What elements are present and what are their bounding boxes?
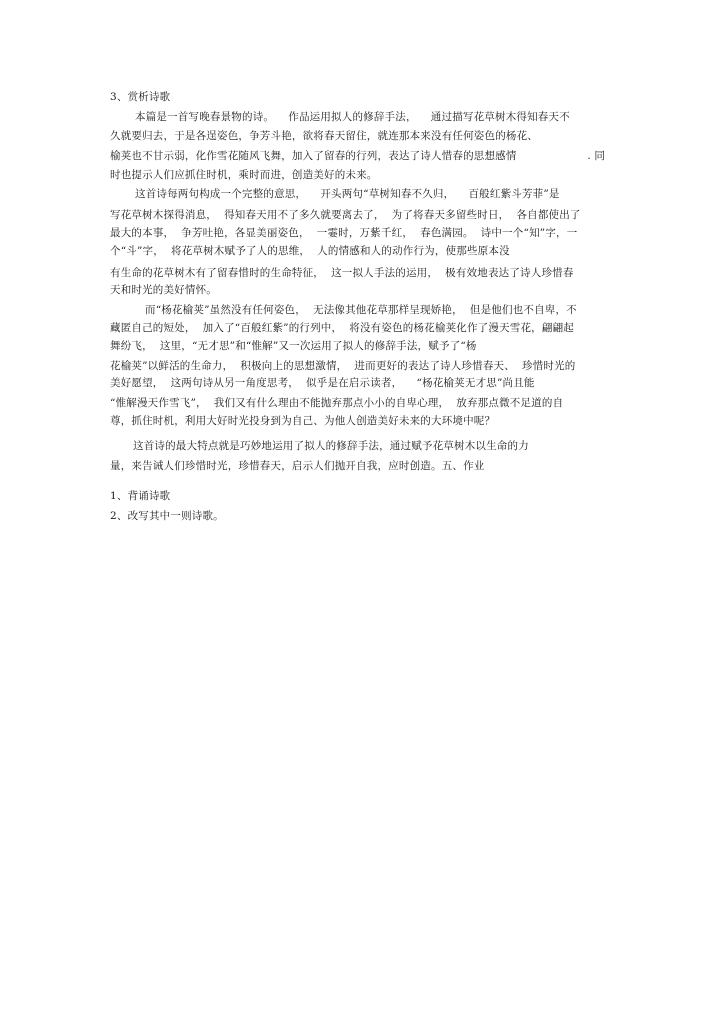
paragraph-line: 而“杨花榆荚”虽然没有任何姿色， 无法像其他花草那样呈现娇艳， 但是他们也不自卑，不 <box>145 304 577 316</box>
paragraph-line: 最大的本事， 争芳吐艳，各显美丽姿色， 一霎时，万紫千红， 春色满园。 诗中一个“知”字，一 <box>110 227 578 239</box>
paragraph-line: 这首诗每两句构成一个完整的意思， 开头两句“草树知春不久归， 百般红紫斗芳菲”是 <box>135 188 560 200</box>
paragraph-line: “惟解漫天作雪飞”， 我们又有什么理由不能抛弃那点小小的自卑心理， 放弃那点微不足道的自 <box>110 397 564 409</box>
paragraph-line: 榆荚也不甘示弱，化作雪花随风飞舞，加入了留春的行列，表达了诗人惜春的思想感情 . 同 <box>110 150 606 162</box>
paragraph-line: 舞纷飞， 这里，“无才思”和“惟解”又一次运用了拟人的修辞手法，赋予了“杨 <box>110 340 477 352</box>
paragraph-line: 本篇是一首写晚春景物的诗。 作品运用拟人的修辞手法， 通过描写花草树木得知春天不 <box>135 111 570 123</box>
paragraph-line: 花榆荚”以鲜活的生命力， 积极向上的思想激情， 进而更好的表达了诗人珍惜春天、 珍惜时光的 <box>110 360 576 372</box>
paragraph-line: 个“斗”字， 将花草树木赋予了人的思维， 人的情感和人的动作行为，使那些原本没 <box>110 245 510 257</box>
paragraph-line: 天和时光的美好情怀。 <box>110 284 217 296</box>
paragraph-line: 藏匿自己的短处， 加入了“百般红紫”的行列中， 将没有姿色的杨花榆荚化作了漫天雪花，翩翩起 <box>110 322 574 334</box>
paragraph-line: 写花草树木探得消息， 得知春天用不了多久就要离去了， 为了将春天多留些时日， 各自都使出了 <box>110 209 581 221</box>
paragraph-line: 这首诗的最大特点就是巧妙地运用了拟人的修辞手法，通过赋予花草树木以生命的力 <box>133 440 529 452</box>
paragraph-line: 尊，抓住时机，利用大好时光投身到为自己、为他人创造美好未来的大环境中呢？ <box>110 415 496 427</box>
homework-item: 2、改写其中一则诗歌。 <box>110 510 224 522</box>
section-heading: 3、赏析诗歌 <box>110 91 171 103</box>
paragraph-line: 有生命的花草树木有了留春惜时的生命特征， 这一拟人手法的运用， 极有效地表达了诗人珍惜春 <box>110 267 574 279</box>
paragraph-line: 美好愿望， 这两句诗从另一角度思考， 似乎是在启示读者， “杨花榆荚无才思”尚且能 <box>110 377 535 389</box>
paragraph-line: 久就要归去，于是各逞姿色，争芳斗艳，欲将春天留住，就连那本来没有任何姿色的杨花、 <box>110 130 538 142</box>
homework-item: 1、背诵诗歌 <box>110 490 171 502</box>
paragraph-line: 量，来告诫人们珍惜时光，珍惜春天，启示人们抛开自我，应时创造。五、作业 <box>110 460 485 472</box>
paragraph-line: 时也提示人们应抓住时机，乘时而进，创造美好的未来。 <box>110 169 378 181</box>
